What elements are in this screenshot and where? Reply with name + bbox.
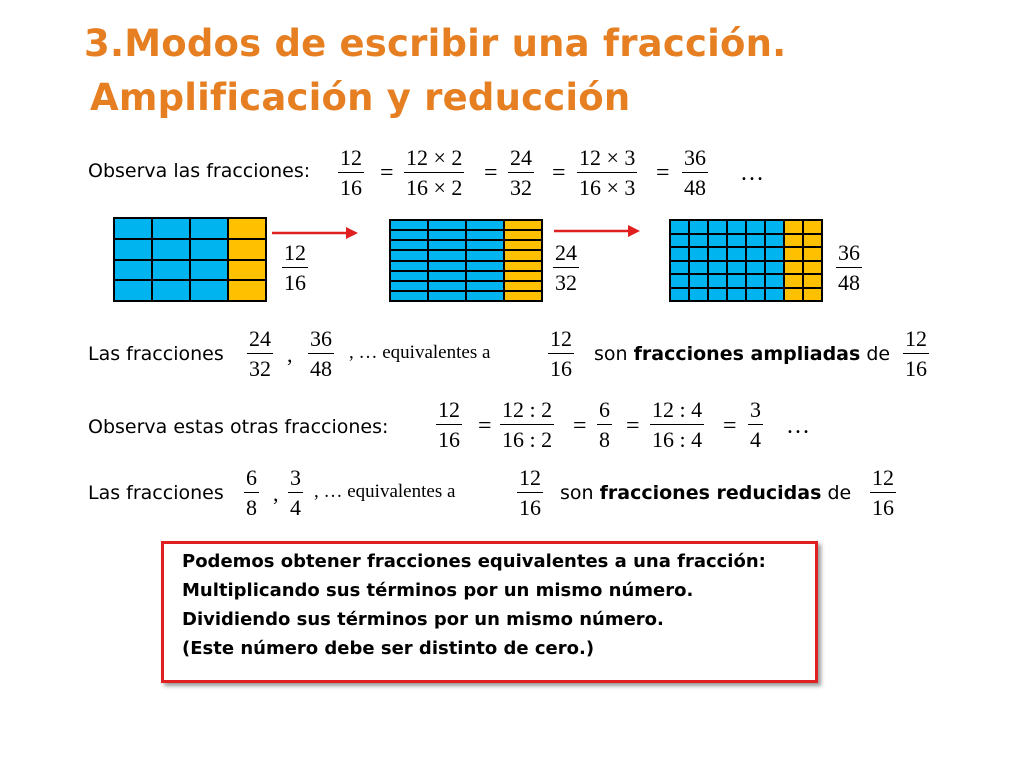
grid-cell-yellow [803, 261, 822, 275]
grid-cell-blue [152, 218, 190, 239]
grid-cell-blue [727, 274, 746, 288]
grid-cell-blue [152, 239, 190, 260]
observe-other-label: Observa estas otras fracciones: [88, 416, 389, 438]
ellipsis: … [786, 413, 810, 439]
grid-cell-blue [670, 261, 689, 275]
fraction-6-8: 6 8 [599, 397, 610, 452]
grid-cell-yellow [803, 220, 822, 234]
grid-cell-blue [190, 218, 228, 239]
grid-cell-blue [466, 220, 504, 230]
rule-box [161, 541, 818, 683]
las-fracciones-label: Las fracciones [88, 482, 224, 504]
grid-cell-blue [428, 240, 466, 250]
grid-cell-blue [390, 281, 428, 291]
grid-cell-blue [390, 220, 428, 230]
fraction-grid-24-32 [389, 219, 543, 302]
grid-cell-yellow [504, 271, 542, 281]
grid-cell-blue [190, 239, 228, 260]
grid-cell-blue [152, 260, 190, 281]
fraction-grid-36-48 [669, 219, 823, 302]
grid-cell-yellow [803, 234, 822, 248]
fraction-6-8: 6 8 [246, 465, 257, 520]
grid-cell-blue [466, 261, 504, 271]
reducidas-sentence: son fracciones reducidas de [560, 482, 852, 504]
right-arrow-icon [270, 222, 362, 242]
grid-cell-blue [428, 281, 466, 291]
grid-label-12-16: 12 16 [284, 240, 306, 295]
equals-sign: = [626, 413, 640, 439]
grid-cell-blue [390, 291, 428, 301]
grid-label-24-32: 24 32 [555, 240, 577, 295]
observe-label: Observa las fracciones: [88, 160, 311, 182]
grid-cell-blue [689, 247, 708, 261]
grid-cell-blue [689, 234, 708, 248]
grid-cell-yellow [228, 280, 266, 301]
grid-cell-yellow [784, 261, 803, 275]
grid-cell-blue [466, 281, 504, 291]
grid-cell-blue [727, 247, 746, 261]
grid-cell-blue [390, 230, 428, 240]
grid-cell-yellow [504, 220, 542, 230]
grid-cell-blue [689, 220, 708, 234]
grid-cell-yellow [228, 218, 266, 239]
rule-line-4: (Este número debe ser distinto de cero.) [182, 638, 595, 659]
grid-cell-yellow [228, 260, 266, 281]
grid-cell-blue [765, 288, 784, 302]
grid-cell-blue [190, 260, 228, 281]
grid-cell-blue [708, 220, 727, 234]
grid-cell-yellow [803, 274, 822, 288]
grid-cell-blue [466, 240, 504, 250]
fraction-24-32: 24 32 [510, 145, 532, 200]
fraction-3-4: 3 4 [290, 465, 301, 520]
grid-cell-blue [708, 288, 727, 302]
equals-sign: = [478, 413, 492, 439]
grid-cell-yellow [504, 281, 542, 291]
grid-cell-blue [390, 250, 428, 260]
grid-cell-blue [190, 280, 228, 301]
reducidas-term: fracciones reducidas [599, 482, 822, 504]
grid-cell-blue [727, 261, 746, 275]
fraction-3-4: 3 4 [750, 397, 761, 452]
grid-cell-yellow [784, 288, 803, 302]
grid-cell-blue [428, 230, 466, 240]
equals-sign: = [380, 160, 394, 186]
fraction-12-16: 12 16 [872, 465, 894, 520]
grid-cell-yellow [504, 240, 542, 250]
grid-cell-yellow [504, 250, 542, 260]
grid-label-36-48: 36 48 [838, 240, 860, 295]
fraction-grid-12-16 [113, 217, 267, 302]
grid-cell-blue [746, 247, 765, 261]
grid-cell-blue [708, 234, 727, 248]
grid-cell-blue [428, 261, 466, 271]
grid-cell-yellow [228, 239, 266, 260]
ampliadas-sentence: son fracciones ampliadas de [594, 343, 891, 365]
grid-cell-blue [746, 261, 765, 275]
equals-sign: = [656, 160, 670, 186]
grid-cell-yellow [784, 220, 803, 234]
ampliadas-term: fracciones ampliadas [633, 343, 861, 365]
grid-cell-blue [466, 250, 504, 260]
grid-cell-blue [670, 288, 689, 302]
grid-cell-blue [670, 220, 689, 234]
comma: , [273, 481, 279, 506]
grid-cell-blue [746, 234, 765, 248]
grid-cell-blue [428, 250, 466, 260]
fraction-12-16: 12 16 [550, 326, 572, 381]
fraction-12-16: 12 16 [519, 465, 541, 520]
grid-cell-blue [765, 261, 784, 275]
fraction-12x3-16x3: 12 × 3 16 × 3 [579, 145, 636, 200]
equals-sign: = [484, 160, 498, 186]
rule-line-1: Podemos obtener fracciones equivalentes a una fracción: [182, 551, 766, 572]
grid-cell-blue [390, 271, 428, 281]
comma: , [287, 342, 293, 367]
fraction-36-48: 36 48 [684, 145, 706, 200]
grid-cell-yellow [784, 247, 803, 261]
fraction-12-16: 12 16 [905, 326, 927, 381]
grid-cell-blue [428, 220, 466, 230]
equals-sign: = [573, 413, 587, 439]
grid-cell-blue [689, 274, 708, 288]
right-arrow-icon [552, 220, 644, 240]
grid-cell-blue [466, 291, 504, 301]
grid-cell-blue [765, 234, 784, 248]
grid-cell-blue [428, 291, 466, 301]
grid-cell-blue [765, 274, 784, 288]
grid-cell-blue [466, 271, 504, 281]
fraction-24-32: 24 32 [249, 326, 271, 381]
fraction-12x2-16x2: 12 × 2 16 × 2 [406, 145, 463, 200]
ellipsis: … [740, 160, 764, 186]
grid-cell-blue [727, 234, 746, 248]
grid-cell-blue [765, 247, 784, 261]
grid-cell-yellow [803, 288, 822, 302]
grid-cell-blue [708, 261, 727, 275]
grid-cell-blue [746, 274, 765, 288]
grid-cell-blue [689, 288, 708, 302]
grid-cell-blue [428, 271, 466, 281]
fraction-12-16: 12 16 [438, 397, 460, 452]
las-fracciones-label: Las fracciones [88, 343, 224, 365]
grid-cell-blue [727, 220, 746, 234]
rule-line-3: Dividiendo sus términos por un mismo número. [182, 609, 664, 630]
fraction-12-16: 12 16 [340, 145, 362, 200]
rule-line-2: Multiplicando sus términos por un mismo número. [182, 580, 694, 601]
grid-cell-blue [114, 280, 152, 301]
grid-cell-blue [708, 247, 727, 261]
grid-cell-yellow [784, 234, 803, 248]
grid-cell-yellow [504, 230, 542, 240]
equivalent-text: , … equivalentes a [349, 342, 491, 363]
grid-cell-blue [114, 260, 152, 281]
grid-cell-blue [114, 239, 152, 260]
grid-cell-blue [670, 274, 689, 288]
grid-cell-yellow [504, 261, 542, 271]
grid-cell-yellow [803, 247, 822, 261]
fraction-12d4-16d4: 12 : 4 16 : 4 [652, 397, 703, 452]
equals-sign: = [723, 413, 737, 439]
grid-cell-blue [152, 280, 190, 301]
grid-cell-blue [390, 240, 428, 250]
grid-cell-blue [746, 288, 765, 302]
fraction-36-48: 36 48 [310, 326, 332, 381]
grid-cell-blue [746, 220, 765, 234]
grid-cell-blue [390, 261, 428, 271]
grid-cell-blue [689, 261, 708, 275]
fraction-12d2-16d2: 12 : 2 16 : 2 [502, 397, 553, 452]
grid-cell-blue [765, 220, 784, 234]
grid-cell-blue [708, 274, 727, 288]
title-line-1: 3.Modos de escribir una fracción. [84, 22, 787, 65]
grid-cell-blue [670, 247, 689, 261]
equals-sign: = [552, 160, 566, 186]
title-line-2: Amplificación y reducción [90, 76, 631, 119]
grid-cell-blue [670, 234, 689, 248]
grid-cell-yellow [784, 274, 803, 288]
grid-cell-blue [114, 218, 152, 239]
grid-cell-yellow [504, 291, 542, 301]
equivalent-text: , … equivalentes a [314, 481, 456, 502]
grid-cell-blue [727, 288, 746, 302]
grid-cell-blue [466, 230, 504, 240]
